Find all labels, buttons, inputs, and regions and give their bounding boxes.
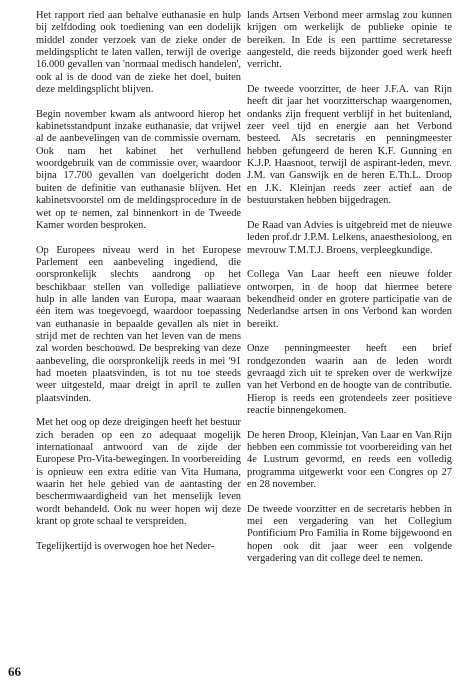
paragraph: Op Europees niveau werd in het Europese Parlement een aanbeveling ingediend, die oorspronkelijk slechts aandrong op het beschikbaar stellen van volledige palliatieve hulp in alle landen van Europa, maar waaraan één item was toegevoegd, waardoor toepassing van euthanasie in bepaalde gevallen als niet in strijd met de rechten van het leven van de mens zal worden beschouwd. De bespreking van deze aanbeveling, die oorspronkelijk reeds in mei '91 had moeten plaatsvinden, is tot nu toe steeds weer uitgesteld, maar dreigt in april te zullen plaatsvinden.: [36, 244, 241, 404]
left-column: [36, 10, 241, 565]
paragraph: Tegelijkertijd is overwogen hoe het Neder-: [36, 540, 215, 552]
right-column: [247, 10, 452, 578]
paragraph: Collega Van Laar heeft een nieuwe folder ontworpen, in de hoop dat hiermee betere bekendheid onder en grotere participatie van de Nederlandse artsen in ons Verbond kan worden bereikt.: [247, 269, 452, 330]
paragraph: Begin november kwam als antwoord hierop het kabinetsstandpunt inzake euthanasie, dat vrijwel al de aanbevelingen van de commissie overnam. Ook nam het kabinet het verhullend woordgebruik van de commissie over, waardoor bijna 17.700 gevallen van doelgericht doden buiten de definitie van euthanasie blijven. Het kabinetsvoorstel om de meldingsprocedure in de wet op te nemen, zal binnenkort in de Tweede Kamer worden besproken.: [36, 108, 241, 231]
paragraph: De Raad van Advies is uitgebreid met de nieuwe leden prof.dr J.P.M. Lelkens, anaesthesioloog, en mevrouw T.M.T.J. Broens, verpleegkundige.: [247, 219, 452, 256]
paragraph: Met het oog op deze dreigingen heeft het bestuur zich beraden op een zo adequaat mogelijk internationaal antwoord van de zijde der Europese Pro-Vita-bewegingen. In voorbereiding is opnieuw een extra editie van Vita Humana, waarin het hele gebied van de aantasting der beschermwaardigheid van het menselijk leven wordt behandeld. Ook nu weer hopen wij deze krant op grote schaal te verspreiden.: [36, 417, 241, 528]
page-number: 66: [8, 664, 21, 679]
paragraph: De tweede voorzitter, de heer J.F.A. van Rijn heeft dit jaar het voorzitterschap waargenomen, ondanks zijn frequent verblijf in het buitenland, zeer veel tijd en energie aan het Verbond besteed. Als secretaris en penningmeester hebben gefungeerd de heren K.F. Gunning en K.J.P. Haasnoot, terwijl de aspirant-leden, mevr. J.M. van Ganswijk en de heren E.Th.L. Droop en J.K. Kleinjan reeds zeer actief aan de bestuurstaken hebben bijgedragen.: [247, 84, 452, 207]
paragraph: Het rapport ried aan behalve euthanasie en hulp bij zelfdoding ook toediening van een dodelijk middel zonder verzoek van de zieke onder de meldingsplicht te laten vallen, terwijl de overige 16.000 gevallen van 'normaal medisch handelen', ook al is de dood van de zieke het doel, buiten deze meldingsplicht blijven.: [36, 10, 241, 96]
paragraph: Onze penningmeester heeft een brief rondgezonden waarin aan de leden wordt gevraagd zich uit te spreken over de werkwijze van het Verbond en de hoogte van de contributie. Hierop is reeds een grotendeels zeer positieve reactie binnengekomen.: [247, 343, 452, 416]
paragraph: De tweede voorzitter en de secretaris hebben in mei een vergadering van het Collegium Pontificium Pro Familia in Rome bijgewoond en hopen ook dit jaar weer een volgende vergadering van dit college deel te nemen.: [247, 503, 452, 565]
paragraph: De heren Droop, Kleinjan, Van Laar en Van Rijn hebben een commissie tot voorbereiding van het 4e Lustrum gevormd, en reeds een volledig programma uitgewerkt voor een Congres op 27 en 28 november.: [247, 429, 452, 491]
paragraph: lands Artsen Verbond meer armslag zou kunnen krijgen om werkelijk de publieke opinie te bereiken. In Ede is een parttime secretaresse aangesteld, die reeds bijzonder goed werk heeft verricht.: [247, 10, 452, 71]
